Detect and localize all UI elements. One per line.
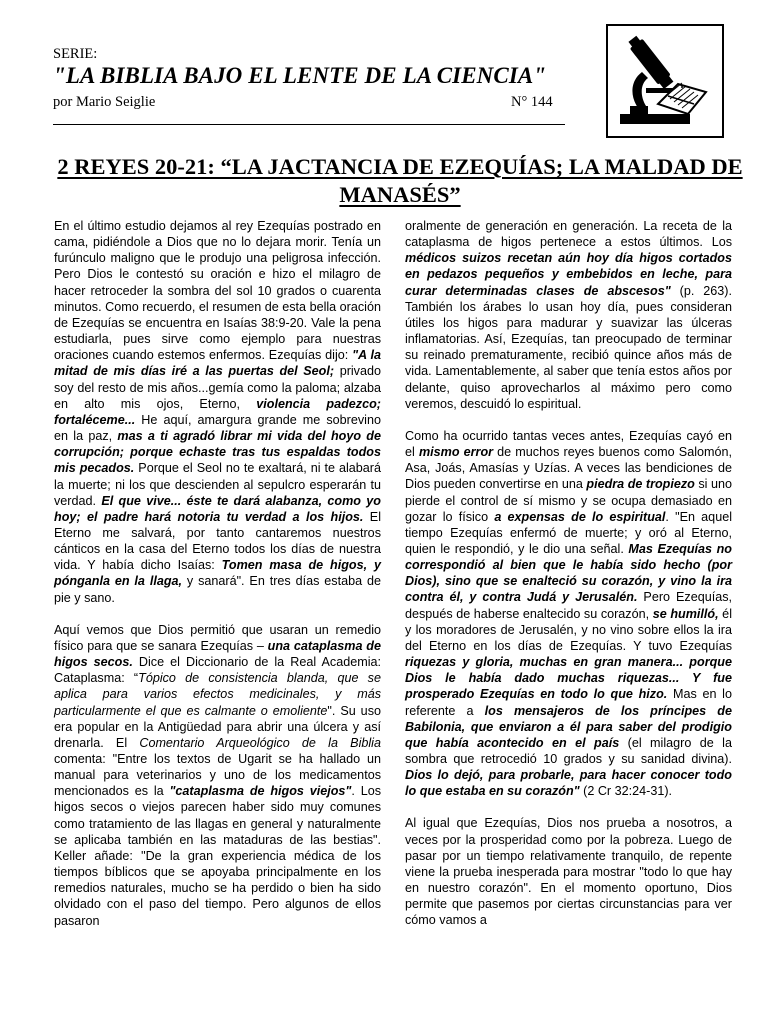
emphasis-text: "A la mitad de mis días iré a las puertas del Seol; (54, 348, 381, 379)
body-text: Como ha ocurrido tantas veces antes, Ezequías cayó en el (405, 428, 732, 460)
emphasis-text: médicos suizos recetan aún hoy día higos cortados en pedazos pequeños y embebidos en leche, para curar determinadas clases de abscesos" (405, 251, 732, 298)
issue-number: N° 144 (511, 94, 553, 110)
body-text: El Eterno me salvará, por tanto cantaremos nuestros cánticos en la casa del Eterno todos los días de nuestra vida. Y había dicho Isaías: (54, 509, 382, 573)
body-text: privado soy del resto de mis años...gemía como la paloma; alzaba en alto mis ojos, Eterno, (54, 364, 381, 411)
article-column-right (405, 218, 732, 929)
emphasis-text: piedra de tropiezo (586, 477, 695, 492)
body-text: ". Su uso era popular en la Antigüedad para abrir una úlcera y así drenarla. El (54, 703, 381, 750)
italic-text: Comentario Arqueológico de la Biblia (139, 735, 381, 750)
emphasis-text: se humilló, (652, 606, 719, 621)
article-column-left (54, 218, 381, 929)
body-text: . Los higos secos o viejos parecen haber sido muy comunes como tratamiento de las llagas en general y naturalmente se aplicaba también en las mataduras de las bestias". Keller añade: "De la gran experiencia médica de los tiempos bíblicos que se apoyaba principalmente en los remedios naturales, mucho se ha perdido o bien ha sido olvidado con el paso del tiempo. Pero algunos de ellos pasaron (54, 784, 381, 928)
body-text: Pero Ezequías, después de haberse enaltecido su corazón, (405, 590, 733, 621)
body-text: (el milagro de la sombra que retrocedió 10 grados y su sanidad divina). (405, 735, 732, 766)
emphasis-text: El que vive... éste te dará alabanza, como yo hoy; el padre hará notoria tu verdad a los hijos. (54, 493, 381, 524)
body-text: Mas en lo referente a (405, 687, 732, 718)
microscope-book-logo-icon (608, 26, 722, 136)
emphasis-text: riquezas y gloria, muchas en gran manera... porque Dios le había dado muchas riquezas... Y fue prosperado Ezequías en todo lo que hizo. (405, 655, 732, 702)
emphasis-text: Dios lo dejó, para probarle, para hacer conocer todo lo que estaba en su corazón" (405, 768, 732, 799)
series-label: SERIE: (53, 46, 98, 62)
emphasis-text: Tomen masa de higos, y pónganla en la llaga, (54, 558, 381, 589)
body-text: oralmente de generación en generación. La receta de la cataplasma de higos pertenece a estos últimos. Los (405, 219, 732, 250)
body-text: Al igual que Ezequías, Dios nos prueba a nosotros, a veces por la prosperidad como por la pobreza. Luego de pasar por un tiempo relativamente tranquilo, de repente viene la prueba inesperada para mostrar "todo lo que hay en nuestro corazón". En el momento oportuno, Dios permite que pasemos por ciertas circunstancias para ver cómo vamos a (405, 816, 732, 928)
emphasis-text: "cataplasma de higos viejos" (169, 784, 352, 799)
italic-text: Tópico de consistencia blanda, que se aplica para varios efectos medicinales, y más particularmente el que es calmante o emoliente (54, 671, 381, 718)
body-text: y sanará". En tres días estaba de pie y sano. (54, 574, 381, 605)
author-line: por Mario Seiglie (53, 94, 156, 110)
emphasis-text: los mensajeros de los príncipes de Babilonia, que enviaron a él para saber del prodigio que había acontecido en el país (405, 703, 732, 750)
body-text: . "En aquel tiempo Ezequías enfermó de muerte; y oró al Eterno, quien le respondió, y le dio una señal. (405, 509, 732, 556)
series-title: "LA BIBLIA BAJO EL LENTE DE LA CIENCIA" (53, 63, 547, 88)
header-divider (53, 124, 565, 125)
article-paragraph (54, 218, 381, 606)
body-text: Aquí vemos que Dios permitió que usaran un remedio físico para que se sanara Ezequías – (54, 622, 381, 653)
body-text: (p. 263). También los árabes lo usan hoy día, pues consideran útiles los higos para madurar y suavizar las úlceras inflamatorias. Así, Ezequías, tan preocupado de terminar su reinado prematuramente, recibió quince años más de vida. Lamentablemente, al saber que tenía estos años por delante, quiso aprovecharlos al máximo pero como veremos, descuidó lo espiritual. (405, 283, 732, 411)
body-text: él y los moradores de Jerusalén, y no vino sobre ellos la ira del Eterno en los días de Ezequías. Y tuvo Ezequías (405, 606, 732, 653)
body-text: Dice el Diccionario de la Real Academia: Cataplasma: “ (54, 655, 381, 686)
body-text: (2 Cr 32:24-31). (579, 784, 673, 799)
emphasis-text: una cataplasma de higos secos. (54, 638, 381, 670)
body-text: comenta: "Entre los textos de Ugarit se ha hallado un manual para veterinarios y uno de los medicamentos mencionados es la (54, 752, 381, 799)
body-text: He aquí, amargura grande me sobrevino en la paz, (54, 412, 381, 444)
body-text: En el último estudio dejamos al rey Ezequías postrado en cama, pidiéndole a Dios que no lo dejara morir. Tenía un furúnculo maligno que le produjo una peligrosa infección. Pero Dios le contestó su oración e hizo el milagro de hacer retroceder la sombra del sol 10 grados o cuarenta minutos. Como recuerdo, el resumen de esta bella oración de Ezequías se encuentra en Isaías 38:9-20. Vale la pena estudiarla, pues sirve como ejemplo para nuestras oraciones cuando estemos enfermos. Ezequías dijo: (54, 219, 381, 363)
article-title: 2 REYES 20-21: “LA JACTANCIA DE EZEQUÍAS; LA MALDAD DE MANASÉS” (57, 154, 743, 207)
body-text: Porque el Seol no te exaltará, ni te alabará la muerte; ni los que descienden al sepulcro esperarán tu verdad. (54, 461, 381, 508)
emphasis-text: mismo error (418, 445, 494, 460)
article-paragraph (405, 218, 732, 412)
emphasis-text: violencia padezco; fortaléceme... (54, 396, 381, 427)
article-paragraph (54, 622, 381, 929)
emphasis-text: Mas Ezequías no correspondió al bien que le había sido hecho (por Dios), sino que se enalteció su corazón, y vino la ira contra él, y contra Judá y Jerusalén. (405, 541, 732, 605)
body-text: de muchos reyes buenos como Salomón, Asa, Joás, Amasías y Uzías. A veces las bendiciones de Dios pueden convertirse en una (405, 445, 732, 492)
body-text: si uno pierde el control de sí mismo y se ocupa demasiado en gozar lo físico (405, 477, 733, 524)
emphasis-text: mas a ti agradó librar mi vida del hoyo de corrupción; porque echaste tras tus espaldas todos mis pecados. (54, 429, 381, 476)
microscope-over-open-book-icon (606, 24, 724, 138)
article-paragraph (405, 428, 732, 800)
article-paragraph (405, 815, 732, 928)
emphasis-text: a expensas de lo espiritual (494, 509, 666, 524)
